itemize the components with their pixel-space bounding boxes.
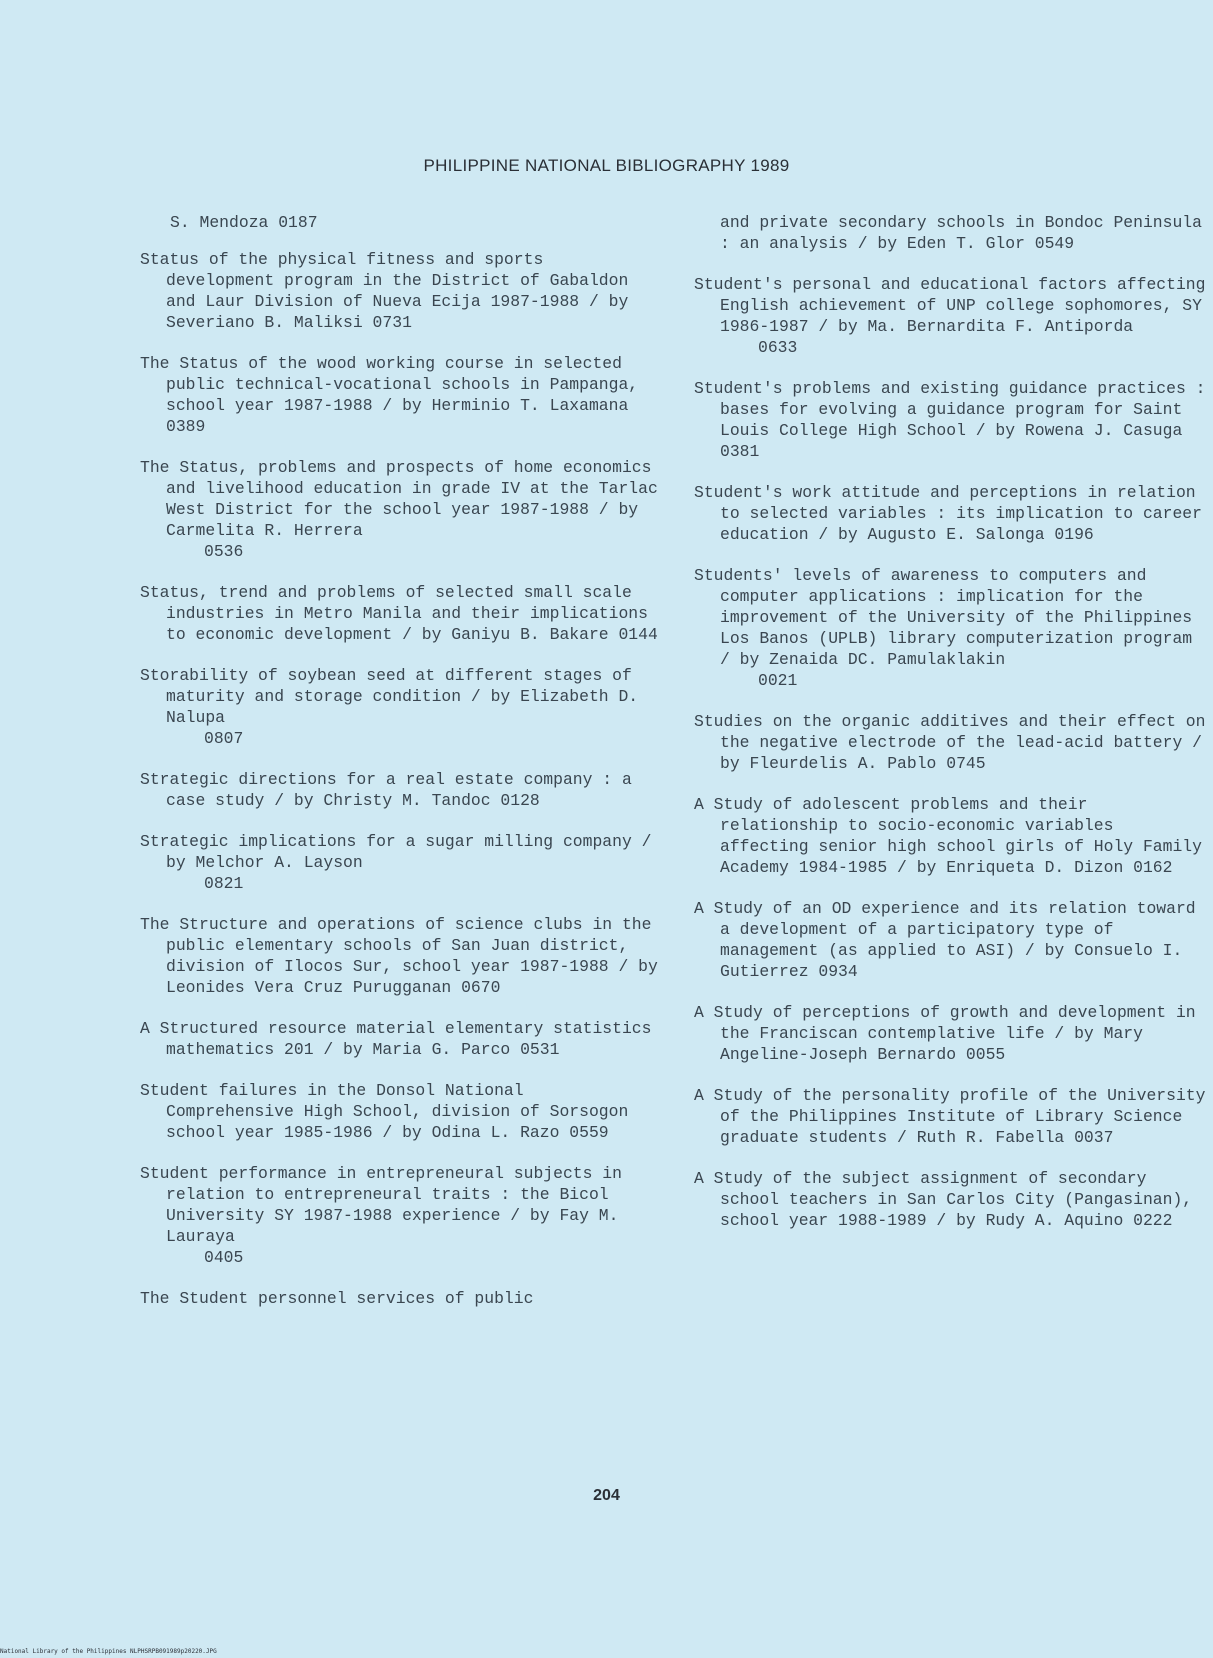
bib-entry [140, 582, 660, 645]
bib-entry-continuation [694, 212, 1209, 254]
entry-text: Student failures in the Donsol National Comprehensive High School, division of Sorsogon school year 1985-1986 / by Odina L. Razo 0559 [140, 1081, 629, 1142]
entry-text: A Structured resource material elementary statistics mathematics 201 / by Maria G. Parco 0531 [140, 1019, 652, 1059]
bib-entry [140, 1288, 660, 1309]
bib-entry [694, 794, 1209, 878]
entry-text: Strategic implications for a sugar milling company / by Melchor A. Layson [140, 832, 652, 872]
entry-text: Status of the physical fitness and sports development program in the District of Gabaldon and Laur Division of Nueva Ecija 1987-1988 / by Severiano B. Maliksi 0731 [140, 250, 629, 332]
entry-text: The Structure and operations of science clubs in the public elementary schools of San Juan district, division of Ilocos Sur, school year 1987-1988 / by Leonides Vera Cruz Purugganan 0670 [140, 915, 658, 997]
bib-entry [140, 769, 660, 811]
entry-text: Students' levels of awareness to computers and computer applications : implication for the improvement of the University of the Philippines Los Banos (UPLB) library computerization program / by Zenaida DC. Pamulaklakin [694, 566, 1193, 669]
entry-number: 0405 [204, 1248, 244, 1267]
bib-entry [140, 1163, 660, 1268]
bib-entry [140, 1018, 660, 1060]
entry-text: The Student personnel services of public [140, 1289, 534, 1308]
entry-text: The Status, problems and prospects of home economics and livelihood education in grade IV at the Tarlac West District for the school year 1987-1988 / by Carmelita R. Herrera [140, 458, 658, 540]
bib-entry [694, 482, 1209, 545]
bib-entry [140, 1080, 660, 1143]
entry-text: A Study of the personality profile of the University of the Philippines Institute of Library Science graduate students / Ruth R. Fabella 0037 [694, 1086, 1206, 1147]
bib-entry [694, 565, 1209, 691]
entry-text: Status, trend and problems of selected small scale industries in Metro Manila and their implications to economic development / by Ganiyu B. Bakare 0144 [140, 583, 658, 644]
entry-text: and private secondary schools in Bondoc Peninsula : an analysis / by Eden T. Glor 0549 [720, 213, 1202, 253]
page-number: 204 [593, 1487, 620, 1504]
entry-text: A Study of perceptions of growth and development in the Franciscan contemplative life / by Mary Angeline-Joseph Bernardo 0055 [694, 1003, 1196, 1064]
bib-entry [140, 353, 660, 437]
entry-number: 0536 [204, 542, 244, 561]
bib-entry [694, 378, 1209, 462]
entry-text: Strategic directions for a real estate company : a case study / by Christy M. Tandoc 0128 [140, 770, 632, 810]
entry-text: Student's problems and existing guidance practices : bases for evolving a guidance program for Saint Louis College High School / by Rowena J. Casuga 0381 [694, 379, 1206, 461]
lead-in-text: S. Mendoza 0187 [170, 213, 318, 232]
bib-entry [140, 665, 660, 749]
bib-entry [694, 898, 1209, 982]
right-column [694, 212, 1209, 1251]
entry-text: A Study of the subject assignment of secondary school teachers in San Carlos City (Pangasinan), school year 1988-1989 / by Rudy A. Aquino 0222 [694, 1169, 1193, 1230]
entry-number: 0633 [758, 338, 798, 357]
bib-entry [694, 1085, 1209, 1148]
entry-text: Student's work attitude and perceptions in relation to selected variables : its implication to career education / by Augusto E. Salonga 0196 [694, 483, 1202, 544]
bib-entry [694, 711, 1209, 774]
entry-number: 0807 [204, 729, 244, 748]
entry-text: Storability of soybean seed at different stages of maturity and storage condition / by Elizabeth D. Nalupa [140, 666, 639, 727]
bib-entry [140, 914, 660, 998]
page-header-title: PHILIPPINE NATIONAL BIBLIOGRAPHY 1989 [423, 156, 790, 175]
entry-text: Student's personal and educational factors affecting English achievement of UNP college sophomores, SY 1986-1987 / by Ma. Bernardita F. Antiporda [694, 275, 1206, 336]
entry-text: A Study of adolescent problems and their relationship to socio-economic variables affecting senior high school girls of Holy Family Academy 1984-1985 / by Enriqueta D. Dizon 0162 [694, 795, 1202, 877]
scan-footer: National Library of the Philippines NLPHSRPB091989p20220.JPG [0, 1648, 217, 1655]
entry-text: A Study of an OD experience and its relation toward a development of a participatory type of management (as applied to ASI) / by Consuelo I. Gutierrez 0934 [694, 899, 1196, 981]
entry-number: 0021 [758, 671, 798, 690]
bib-entry [140, 457, 660, 562]
entry-text: The Status of the wood working course in selected public technical-vocational schools in Pampanga, school year 1987-1988 / by Herminio T. Laxamana 0389 [140, 354, 639, 436]
entry-text: Student performance in entrepreneural subjects in relation to entrepreneural traits : the Bicol University SY 1987-1988 experience / by Fay M. Lauraya [140, 1164, 622, 1246]
bib-entry [694, 1168, 1209, 1231]
bib-entry [694, 274, 1209, 358]
bib-entry [140, 249, 660, 333]
left-column [140, 212, 660, 1329]
entry-text: Studies on the organic additives and their effect on the negative electrode of the lead-acid battery / by Fleurdelis A. Pablo 0745 [694, 712, 1206, 773]
entry-number: 0821 [204, 874, 244, 893]
bib-entry [694, 1002, 1209, 1065]
bib-entry [140, 831, 660, 894]
